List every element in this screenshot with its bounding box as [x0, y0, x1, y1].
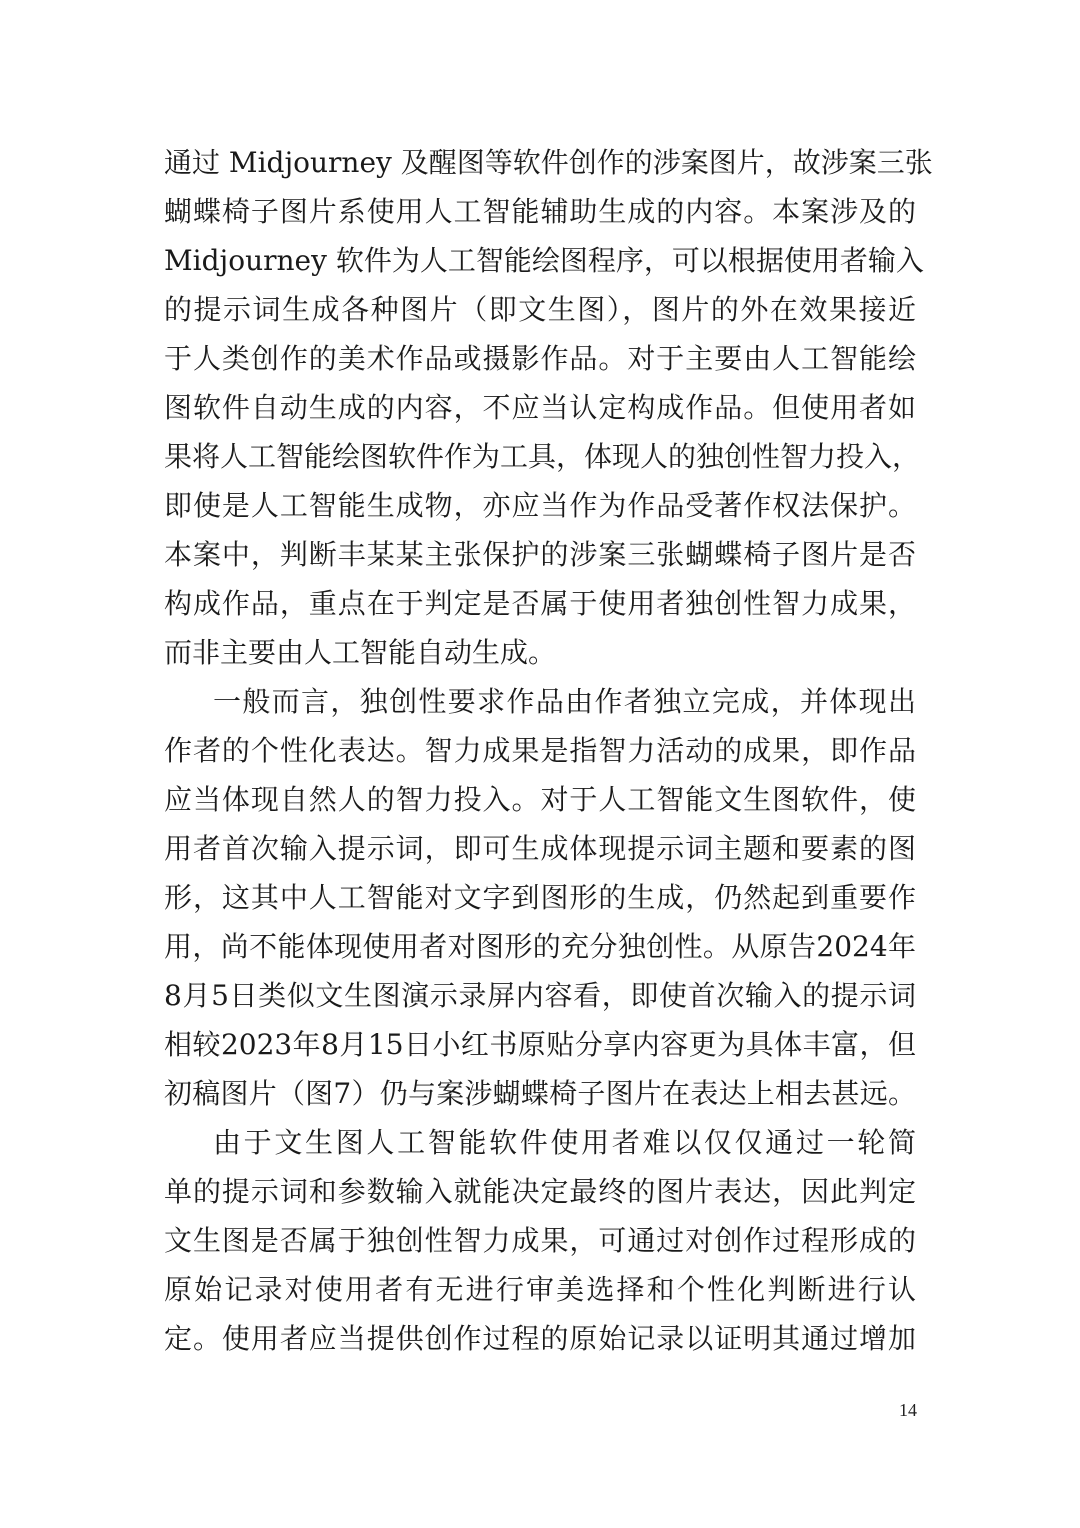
text-line: 文生图是否属于独创性智力成果，可通过对创作过程形成的: [164, 1224, 916, 1257]
text-line: 的提示词生成各种图片（即文生图），图片的外在效果接近: [164, 293, 916, 326]
text-line: 通过 Midjourney 及醒图等软件创作的涉案图片，故涉案三张: [164, 146, 933, 179]
text-line: 用者首次输入提示词，即可生成体现提示词主题和要素的图: [164, 832, 916, 865]
text-line: 应当体现自然人的智力投入。对于人工智能文生图软件，使: [164, 783, 916, 816]
text-line: 由于文生图人工智能软件使用者难以仅仅通过一轮简: [213, 1126, 916, 1159]
text-line: 果将人工智能绘图软件作为工具，体现人的独创性智力投入，: [164, 440, 921, 473]
text-line: 形，这其中人工智能对文字到图形的生成，仍然起到重要作: [164, 881, 916, 914]
text-line: 构成作品，重点在于判定是否属于使用者独创性智力成果，: [164, 587, 916, 620]
text-line: 定。使用者应当提供创作过程的原始记录以证明其通过增加: [164, 1322, 916, 1355]
body-text: [164, 138, 933, 1363]
page-number: 14: [899, 1400, 917, 1420]
text-line: 相较2023年8月15日小红书原贴分享内容更为具体丰富，但: [164, 1028, 916, 1061]
text-line: 初稿图片（图7）仍与案涉蝴蝶椅子图片在表达上相去甚远。: [164, 1077, 916, 1110]
text-line: 图软件自动生成的内容，不应当认定构成作品。但使用者如: [164, 391, 916, 424]
text-line: 原始记录对使用者有无进行审美选择和个性化判断进行认: [164, 1273, 916, 1306]
text-line: 作者的个性化表达。智力成果是指智力活动的成果，即作品: [164, 734, 916, 767]
text-line: 8月5日类似文生图演示录屏内容看，即使首次输入的提示词: [164, 979, 916, 1012]
text-line: 一般而言，独创性要求作品由作者独立完成，并体现出: [213, 685, 916, 718]
text-line: 单的提示词和参数输入就能决定最终的图片表达，因此判定: [164, 1175, 916, 1208]
text-line: 于人类创作的美术作品或摄影作品。对于主要由人工智能绘: [164, 342, 916, 375]
text-line: Midjourney 软件为人工智能绘图程序，可以根据使用者输入: [164, 244, 924, 277]
text-line: 而非主要由人工智能自动生成。: [164, 636, 557, 669]
text-line: 用，尚不能体现使用者对图形的充分独创性。从原告2024年: [164, 930, 916, 963]
text-line: 本案中，判断丰某某主张保护的涉案三张蝴蝶椅子图片是否: [164, 538, 916, 571]
text-line: 即使是人工智能生成物，亦应当作为作品受著作权法保护。: [164, 489, 916, 522]
text-line: 蝴蝶椅子图片系使用人工智能辅助生成的内容。本案涉及的: [164, 195, 916, 228]
